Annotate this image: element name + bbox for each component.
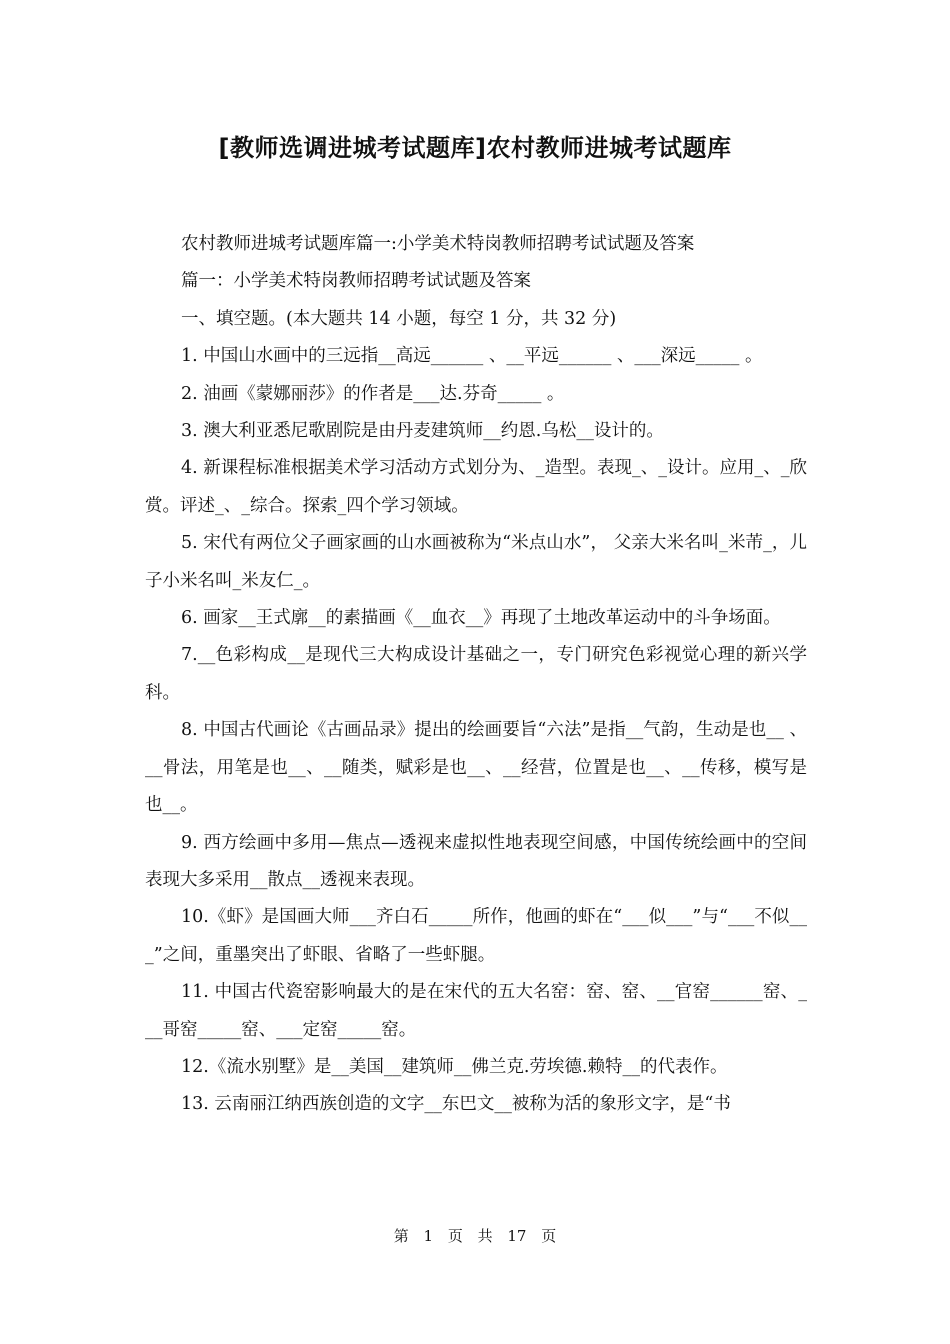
page-footer: 第 1 页 共 17 页 (393, 1227, 557, 1245)
paragraph: 农村教师进城考试题库篇一:小学美术特岗教师招聘考试试题及答案 (181, 234, 695, 254)
question-item: 13. 云南丽江纳西族创造的文字__东巴文__被称为活的象形文字，是“书 (181, 1094, 731, 1115)
question-item: 1. 中国山水画中的三远指__高远______ 、__平远______ 、___深远_____ 。 (181, 346, 763, 367)
question-item: 10.《虾》是国画大师___齐白石_____所作，他画的虾在“___似___”与“___不似___”之间，重墨突出了虾眼、省略了一些虾腿。 (145, 907, 807, 965)
question-item: 7.__色彩构成__是现代三大构成设计基础之一，专门研究色彩视觉心理的新兴学科。 (145, 645, 807, 703)
section-heading: 一、填空题。(本大题共 14 小题，每空 1 分，共 32 分) (181, 308, 617, 329)
document-title: [教师选调进城考试题库]农村教师进城考试题库 (218, 134, 732, 162)
question-item: 5. 宋代有两位父子画家画的山水画被称为“米点山水”， 父亲大米名叫_米芾_，儿子小米名叫_米友仁_。 (145, 533, 807, 591)
paragraph: 篇一：小学美术特岗教师招聘考试试题及答案 (181, 271, 531, 292)
question-item: 11. 中国古代瓷窑影响最大的是在宋代的五大名窑：窑、窑、__官窑______窑、___哥窑_____窑、___定窑_____窑。 (145, 982, 807, 1040)
question-item: 2. 油画《蒙娜丽莎》的作者是___达.芬奇_____ 。 (181, 383, 565, 404)
question-item: 3. 澳大利亚悉尼歌剧院是由丹麦建筑师__约恩.乌松__设计的。 (181, 421, 664, 442)
question-item: 8. 中国古代画论《古画品录》提出的绘画要旨“六法”是指__气韵，生动是也__ 、__骨法，用笔是也__、__随类，赋彩是也__、__经营，位置是也__、__传移，模写是也__。 (145, 720, 807, 816)
question-item: 4. 新课程标准根据美术学习活动方式划分为、_造型。表现_、_设计。应用_、_欣赏。评述_、_综合。探索_四个学习领域。 (145, 458, 808, 516)
document-body (145, 226, 807, 1124)
question-item: 6. 画家__王式廓__的素描画《__血衣__》再现了土地改革运动中的斗争场面。 (181, 608, 781, 629)
question-item: 9. 西方绘画中多用—焦点—透视来虚拟性地表现空间感，中国传统绘画中的空间表现大多采用__散点__透视来表现。 (145, 832, 807, 890)
question-item: 12.《流水别墅》是__美国__建筑师__佛兰克.劳埃德.赖特__的代表作。 (181, 1056, 728, 1077)
